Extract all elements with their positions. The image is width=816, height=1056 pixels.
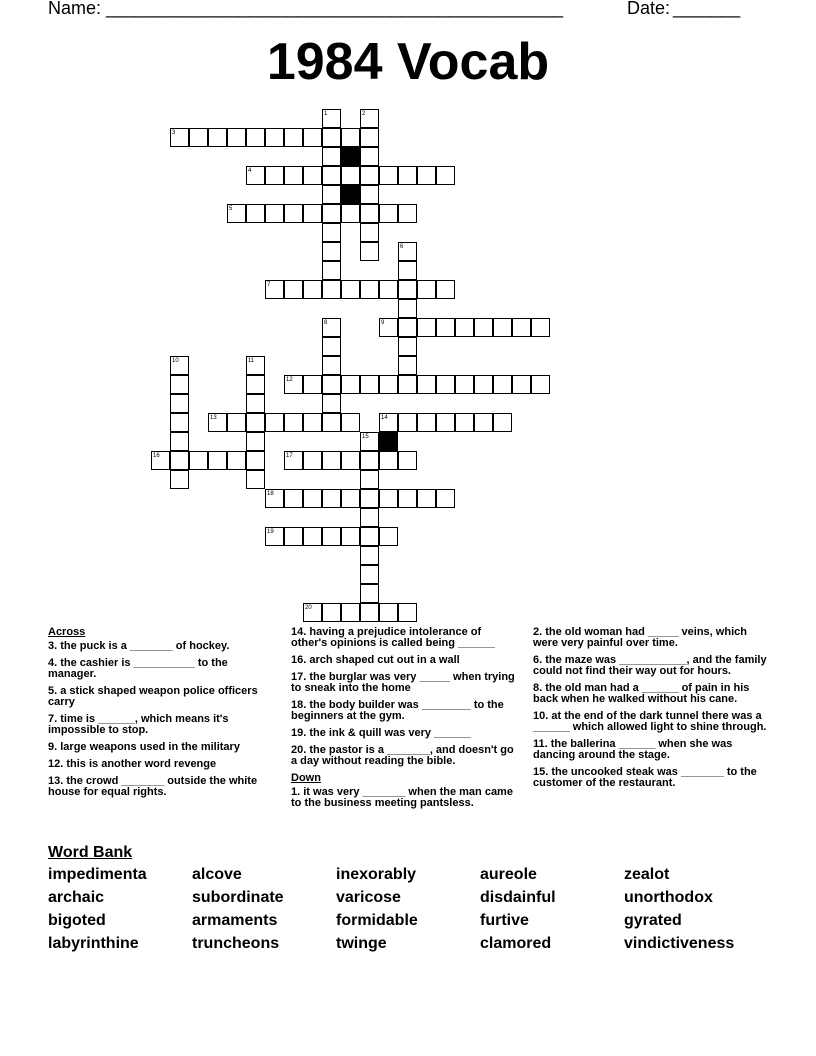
word-bank-word: subordinate [192, 889, 284, 906]
crossword-cell[interactable] [398, 166, 417, 185]
crossword-cell[interactable] [417, 166, 436, 185]
crossword-cell[interactable] [322, 185, 341, 204]
crossword-cell[interactable] [360, 603, 379, 622]
clue-number: 7 [267, 282, 271, 288]
clue-text: the crowd _______ outside the white house for equal rights. [48, 775, 258, 798]
clue-number: 16. [291, 654, 310, 666]
black-square [341, 185, 360, 204]
down-clue [533, 767, 768, 789]
clue-text: the body builder was ________ to the beginners at the gym. [291, 699, 504, 722]
across-clue [291, 672, 516, 694]
clue-number: 11 [248, 358, 255, 364]
clue-number: 2. [533, 626, 546, 638]
crossword-cell[interactable] [170, 128, 189, 147]
crossword-cell[interactable] [322, 337, 341, 356]
crossword-cell[interactable] [360, 204, 379, 223]
crossword-cell[interactable] [341, 489, 360, 508]
clue-number: 20 [305, 605, 312, 611]
crossword-cell[interactable] [322, 489, 341, 508]
word-bank-title: Word Bank [48, 844, 133, 861]
crossword-cell[interactable] [493, 318, 512, 337]
crossword-cell[interactable] [398, 299, 417, 318]
crossword-cell[interactable] [341, 413, 360, 432]
clue-text: the uncooked steak was _______ to the customer of the restaurant. [533, 766, 757, 789]
crossword-cell[interactable] [303, 280, 322, 299]
clue-number: 15 [362, 434, 369, 440]
crossword-cell[interactable] [303, 527, 322, 546]
crossword-cell[interactable] [246, 432, 265, 451]
clue-text: the maze was ___________, and the family could not find their way out for hours. [533, 654, 767, 677]
clue-text: the pastor is a _______, and doesn't go a day without reading the bible. [291, 744, 514, 767]
crossword-cell[interactable] [398, 204, 417, 223]
crossword-cell[interactable] [189, 128, 208, 147]
crossword-cell[interactable] [398, 261, 417, 280]
clue-number: 10 [172, 358, 179, 364]
clue-number: 17. [291, 671, 310, 683]
clue-number: 14 [381, 415, 388, 421]
crossword-cell[interactable] [208, 413, 227, 432]
crossword-cell[interactable] [341, 527, 360, 546]
word-bank-word: zealot [624, 866, 670, 883]
crossword-cell[interactable] [455, 375, 474, 394]
crossword-cell[interactable] [284, 280, 303, 299]
clue-number: 2 [362, 111, 366, 117]
word-bank-word: formidable [336, 912, 418, 929]
clue-text: this is another word revenge [66, 758, 217, 770]
crossword-cell[interactable] [417, 489, 436, 508]
across-clue [48, 658, 258, 680]
word-bank-word: alcove [192, 866, 242, 883]
crossword-cell[interactable] [322, 394, 341, 413]
down-clue [533, 683, 768, 705]
crossword-cell[interactable] [379, 413, 398, 432]
crossword-cell[interactable] [303, 451, 322, 470]
word-bank-word: furtive [480, 912, 529, 929]
clue-number: 19 [267, 529, 274, 535]
clue-text: at the end of the dark tunnel there was a ______ which allowed light to shine through. [533, 710, 767, 733]
crossword-cell[interactable] [322, 375, 341, 394]
crossword-cell[interactable] [379, 527, 398, 546]
crossword-cell[interactable] [284, 451, 303, 470]
clue-text: the ballerina ______ when she was dancing around the stage. [533, 738, 733, 761]
across-clues-column [48, 627, 258, 804]
crossword-cell[interactable] [170, 375, 189, 394]
name-label: Name: [48, 0, 102, 18]
crossword-cell[interactable] [322, 527, 341, 546]
crossword-cell[interactable] [284, 413, 303, 432]
crossword-cell[interactable] [246, 356, 265, 375]
crossword-cell[interactable] [284, 527, 303, 546]
crossword-cell[interactable] [398, 603, 417, 622]
clue-number: 17 [286, 453, 293, 459]
word-bank-word: disdainful [480, 889, 556, 906]
date-label: Date: [627, 0, 671, 18]
crossword-cell[interactable] [322, 413, 341, 432]
clue-text: arch shaped cut out in a wall [309, 654, 460, 666]
crossword-cell[interactable] [360, 223, 379, 242]
crossword-cell[interactable] [170, 394, 189, 413]
clue-number: 18. [291, 699, 310, 711]
crossword-cell[interactable] [227, 413, 246, 432]
word-bank-word: labyrinthine [48, 935, 139, 952]
crossword-cell[interactable] [360, 109, 379, 128]
clue-number: 13 [210, 415, 217, 421]
word-bank-word: bigoted [48, 912, 106, 929]
word-bank-word: aureole [480, 866, 537, 883]
crossword-cell[interactable] [246, 375, 265, 394]
crossword-cell[interactable] [436, 413, 455, 432]
crossword-cell[interactable] [265, 280, 284, 299]
across-clue [48, 641, 258, 652]
crossword-cell[interactable] [360, 166, 379, 185]
crossword-cell[interactable] [398, 356, 417, 375]
crossword-cell[interactable] [360, 489, 379, 508]
clue-number: 4. [48, 657, 61, 669]
clue-text: large weapons used in the military [60, 741, 240, 753]
crossword-cell[interactable] [493, 375, 512, 394]
down-clue [533, 627, 768, 649]
clue-text: the old man had a ______ of pain in his back when he walked without his cane. [533, 682, 750, 705]
black-square [379, 432, 398, 451]
name-field[interactable]: ________________________________________________ [106, 0, 563, 18]
clue-number: 5 [229, 206, 233, 212]
across-clue [48, 742, 258, 753]
crossword-cell[interactable] [322, 204, 341, 223]
crossword-cell[interactable] [284, 166, 303, 185]
crossword-cell[interactable] [360, 432, 379, 451]
across-clue [291, 745, 516, 767]
clue-number: 9. [48, 741, 61, 753]
crossword-cell[interactable] [284, 204, 303, 223]
crossword-cell[interactable] [227, 451, 246, 470]
crossword-cell[interactable] [531, 318, 550, 337]
clue-number: 4 [248, 168, 252, 174]
clue-text: the ink & quill was very ______ [309, 727, 471, 739]
across-clue [291, 728, 516, 739]
crossword-cell[interactable] [303, 603, 322, 622]
crossword-cell[interactable] [170, 432, 189, 451]
crossword-cell[interactable] [417, 413, 436, 432]
crossword-cell[interactable] [341, 451, 360, 470]
clue-text: time is ______, which means it's impossible to stop. [48, 713, 229, 736]
crossword-cell[interactable] [189, 451, 208, 470]
crossword-cell[interactable] [246, 470, 265, 489]
clue-number: 13. [48, 775, 67, 787]
across-clue [291, 700, 516, 722]
crossword-cell[interactable] [303, 489, 322, 508]
crossword-cell[interactable] [322, 242, 341, 261]
clue-number: 11. [533, 738, 551, 750]
crossword-cell[interactable] [379, 280, 398, 299]
crossword-cell[interactable] [246, 128, 265, 147]
word-bank-word: twinge [336, 935, 387, 952]
clue-number: 8 [324, 320, 328, 326]
crossword-cell[interactable] [398, 280, 417, 299]
crossword-cell[interactable] [360, 508, 379, 527]
across-heading: Across [48, 626, 86, 638]
clue-number: 5. [48, 685, 61, 697]
crossword-cell[interactable] [379, 166, 398, 185]
crossword-cell[interactable] [398, 451, 417, 470]
crossword-cell[interactable] [246, 204, 265, 223]
clue-number: 3. [48, 640, 61, 652]
clue-number: 12 [286, 377, 293, 383]
crossword-cell[interactable] [360, 451, 379, 470]
crossword-cell[interactable] [398, 337, 417, 356]
crossword-cell[interactable] [379, 375, 398, 394]
crossword-cell[interactable] [398, 489, 417, 508]
crossword-cell[interactable] [322, 603, 341, 622]
crossword-cell[interactable] [341, 204, 360, 223]
crossword-cell[interactable] [227, 204, 246, 223]
down-clues-column [533, 627, 768, 795]
crossword-cell[interactable] [398, 318, 417, 337]
word-bank-word: impedimenta [48, 866, 147, 883]
clue-text: the old woman had _____ veins, which were very painful over time. [533, 626, 747, 649]
crossword-cell[interactable] [398, 375, 417, 394]
crossword-cell[interactable] [341, 128, 360, 147]
crossword-cell[interactable] [417, 280, 436, 299]
crossword-cell[interactable] [417, 318, 436, 337]
clue-number: 20. [291, 744, 310, 756]
clue-number: 16 [153, 453, 160, 459]
crossword-cell[interactable] [512, 318, 531, 337]
crossword-cell[interactable] [284, 375, 303, 394]
crossword-cell[interactable] [379, 489, 398, 508]
crossword-cell[interactable] [170, 356, 189, 375]
crossword-cell[interactable] [265, 527, 284, 546]
clue-number: 7. [48, 713, 61, 725]
crossword-cell[interactable] [341, 166, 360, 185]
crossword-cell[interactable] [265, 204, 284, 223]
crossword-cell[interactable] [360, 128, 379, 147]
crossword-cell[interactable] [474, 375, 493, 394]
crossword-cell[interactable] [436, 318, 455, 337]
crossword-cell[interactable] [455, 413, 474, 432]
crossword-cell[interactable] [379, 318, 398, 337]
crossword-cell[interactable] [246, 413, 265, 432]
crossword-cell[interactable] [417, 375, 436, 394]
word-bank-word: inexorably [336, 866, 417, 883]
crossword-cell[interactable] [265, 128, 284, 147]
clue-text: it was very _______ when the man came to the business meeting pantsless. [291, 786, 513, 809]
crossword-cell[interactable] [322, 147, 341, 166]
crossword-cell[interactable] [360, 584, 379, 603]
clue-number: 8. [533, 682, 546, 694]
crossword-cell[interactable] [265, 166, 284, 185]
crossword-cell[interactable] [170, 470, 189, 489]
clue-number: 6. [533, 654, 546, 666]
crossword-cell[interactable] [360, 527, 379, 546]
crossword-cell[interactable] [322, 166, 341, 185]
across-clue [48, 776, 258, 798]
word-bank-word: unorthodox [624, 889, 713, 906]
clue-number: 14. [291, 626, 310, 638]
crossword-cell[interactable] [208, 451, 227, 470]
crossword-cell[interactable] [322, 280, 341, 299]
crossword-cell[interactable] [360, 546, 379, 565]
clue-number: 12. [48, 758, 67, 770]
crossword-cell[interactable] [531, 375, 550, 394]
clue-number: 18 [267, 491, 274, 497]
across-clue [291, 627, 516, 649]
clue-number: 9 [381, 320, 385, 326]
crossword-cell[interactable] [398, 242, 417, 261]
crossword-cell[interactable] [322, 356, 341, 375]
across-clue [48, 714, 258, 736]
clue-text: having a prejudice intolerance of other's opinions is called being ______ [291, 626, 495, 649]
crossword-cell[interactable] [341, 375, 360, 394]
crossword-cell[interactable] [208, 128, 227, 147]
crossword-cell[interactable] [170, 413, 189, 432]
crossword-cell[interactable] [246, 166, 265, 185]
clue-number: 19. [291, 727, 310, 739]
crossword-cell[interactable] [284, 128, 303, 147]
crossword-cell[interactable] [360, 470, 379, 489]
down-heading: Down [291, 772, 321, 784]
clues-column-middle [291, 627, 516, 815]
crossword-cell[interactable] [360, 242, 379, 261]
clue-number: 10. [533, 710, 552, 722]
crossword-cell[interactable] [227, 128, 246, 147]
crossword-cell[interactable] [360, 280, 379, 299]
word-bank-word: truncheons [192, 935, 280, 952]
crossword-cell[interactable] [436, 280, 455, 299]
down-clue [291, 787, 516, 809]
crossword-cell[interactable] [360, 185, 379, 204]
word-bank-word: varicose [336, 889, 401, 906]
down-clue [533, 711, 768, 733]
black-square [341, 147, 360, 166]
clue-number: 1. [291, 786, 304, 798]
crossword-cell[interactable] [360, 565, 379, 584]
word-bank-word: clamored [480, 935, 552, 952]
clue-number: 3 [172, 130, 176, 136]
crossword-cell[interactable] [379, 204, 398, 223]
down-clue [533, 739, 768, 761]
page-title: 1984 Vocab [266, 33, 550, 91]
crossword-cell[interactable] [265, 413, 284, 432]
crossword-cell[interactable] [246, 451, 265, 470]
crossword-cell[interactable] [303, 128, 322, 147]
crossword-cell[interactable] [322, 109, 341, 128]
crossword-cell[interactable] [455, 318, 474, 337]
crossword-cell[interactable] [436, 489, 455, 508]
crossword-cell[interactable] [322, 451, 341, 470]
clue-text: the puck is a _______ of hockey. [60, 640, 230, 652]
crossword-cell[interactable] [265, 489, 284, 508]
crossword-cell[interactable] [436, 166, 455, 185]
crossword-cell[interactable] [303, 413, 322, 432]
crossword-cell[interactable] [379, 451, 398, 470]
crossword-cell[interactable] [436, 375, 455, 394]
word-bank-word: archaic [48, 889, 105, 906]
crossword-cell[interactable] [474, 318, 493, 337]
word-bank-word: gyrated [624, 912, 682, 929]
clue-number: 1 [324, 111, 328, 117]
crossword-cell[interactable] [303, 166, 322, 185]
crossword-cell[interactable] [170, 451, 189, 470]
clue-text: a stick shaped weapon police officers carry [48, 685, 258, 708]
crossword-cell[interactable] [360, 375, 379, 394]
crossword-cell[interactable] [474, 413, 493, 432]
crossword-cell[interactable] [341, 603, 360, 622]
word-bank-word: vindictiveness [624, 935, 735, 952]
down-clue [533, 655, 768, 677]
crossword-cell[interactable] [493, 413, 512, 432]
crossword-cell[interactable] [151, 451, 170, 470]
crossword-cell[interactable] [303, 204, 322, 223]
across-clue [48, 759, 258, 770]
crossword-cell[interactable] [360, 147, 379, 166]
crossword-cell[interactable] [322, 261, 341, 280]
crossword-cell[interactable] [322, 318, 341, 337]
crossword-cell[interactable] [284, 489, 303, 508]
clue-number: 6 [400, 244, 404, 250]
crossword-cell[interactable] [322, 128, 341, 147]
across-clue [48, 686, 258, 708]
crossword-cell[interactable] [246, 394, 265, 413]
clue-text: the cashier is __________ to the manager. [48, 657, 228, 680]
clue-text: the burglar was very _____ when trying to sneak into the home [291, 671, 515, 694]
clue-number: 15. [533, 766, 552, 778]
crossword-cell[interactable] [379, 603, 398, 622]
crossword-cell[interactable] [341, 280, 360, 299]
crossword-cell[interactable] [322, 223, 341, 242]
word-bank-word: armaments [192, 912, 278, 929]
crossword-cell[interactable] [303, 375, 322, 394]
across-clue [291, 655, 516, 666]
date-field[interactable]: _______ [673, 0, 740, 18]
crossword-cell[interactable] [512, 375, 531, 394]
crossword-cell[interactable] [398, 413, 417, 432]
